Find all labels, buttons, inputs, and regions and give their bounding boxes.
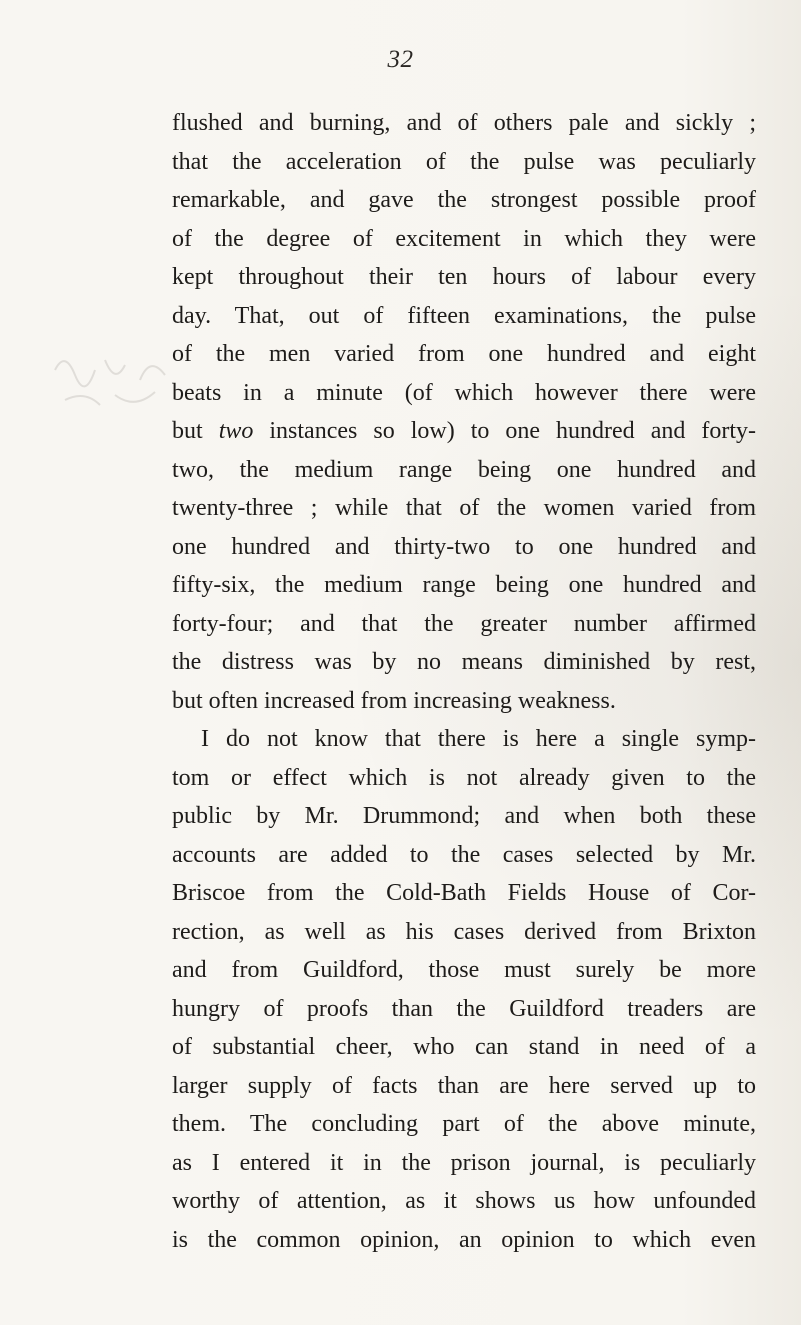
text-line: is the common opinion, an opinion to which even <box>172 1226 756 1253</box>
text-line: beats in a minute (of which however there were <box>172 379 756 406</box>
text-line: Briscoe from the Cold-Bath Fields House of Cor- <box>172 880 756 906</box>
text-line: as I entered it in the prison journal, is peculiarly <box>172 1149 756 1176</box>
text-line <box>172 412 756 451</box>
text-line: two, the medium range being one hundred and <box>172 456 756 483</box>
text-line: tom or effect which is not already given to the <box>172 764 756 791</box>
text-line: flushed and burning, and of others pale and sickly ; <box>172 110 756 136</box>
text-segment: but <box>172 418 219 444</box>
page-number: 32 <box>387 46 414 73</box>
text-line: forty-four; and that the greater number affirmed <box>172 610 756 637</box>
text-segment: instances so low) to one hundred and forty- <box>253 418 756 444</box>
text-line: worthy of attention, as it shows us how unfounded <box>172 1188 756 1214</box>
ink-bleed-through <box>45 330 185 420</box>
body-text <box>172 104 756 1259</box>
text-line: remarkable, and gave the strongest possible proof <box>172 187 756 213</box>
text-line: and from Guildford, those must surely be more <box>172 957 756 983</box>
text-line: public by Mr. Drummond; and when both these <box>172 803 756 829</box>
text-line: them. The concluding part of the above minute, <box>172 1111 756 1137</box>
text-line: accounts are added to the cases selected by Mr. <box>172 841 756 868</box>
text-line: twenty-three ; while that of the women varied from <box>172 495 756 521</box>
text-line: the distress was by no means diminished by rest, <box>172 649 756 675</box>
text-line: fifty-six, the medium range being one hundred and <box>172 572 756 598</box>
text-line: of the degree of excitement in which they were <box>172 225 756 252</box>
text-line: hungry of proofs than the Guildford treaders are <box>172 995 756 1022</box>
text-line: kept throughout their ten hours of labour every <box>172 264 756 290</box>
text-line: one hundred and thirty-two to one hundred and <box>172 533 756 560</box>
text-line: that the acceleration of the pulse was peculiarly <box>172 148 756 175</box>
text-line: day. That, out of fifteen examinations, the pulse <box>172 302 756 329</box>
text-line: of substantial cheer, who can stand in need of a <box>172 1034 756 1060</box>
italic-emphasis: two <box>218 418 254 444</box>
paragraph-end-line: but often increased from increasing weakness. <box>172 687 616 714</box>
text-line: rection, as well as his cases derived from Brixton <box>172 918 756 945</box>
paragraph-start-line: I do not know that there is here a single symp- <box>201 726 756 752</box>
text-line: of the men varied from one hundred and eight <box>172 341 756 367</box>
text-line: larger supply of facts than are here served up to <box>172 1072 756 1099</box>
